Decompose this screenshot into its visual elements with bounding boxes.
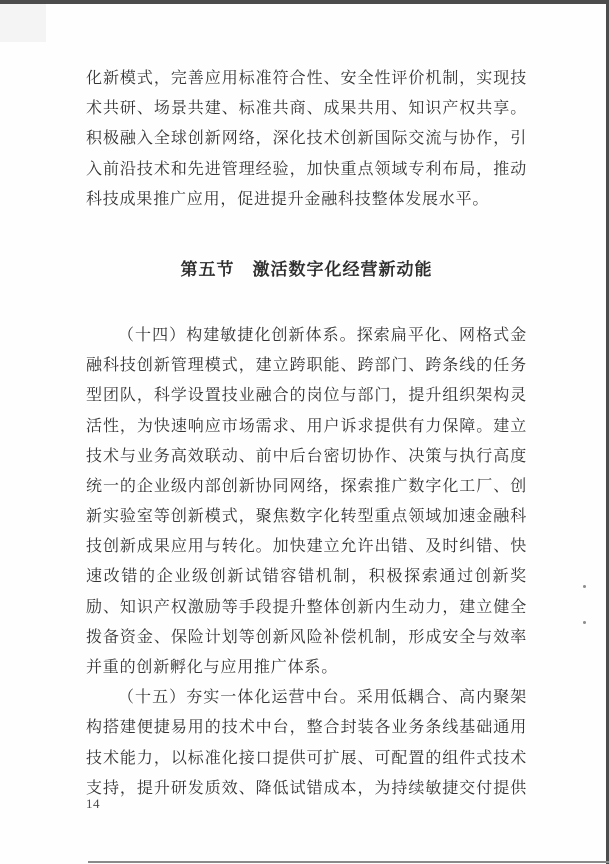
page-content	[86, 64, 527, 804]
paragraph-item-14	[86, 321, 527, 683]
text-line: 化新模式，完善应用标准符合性、安全性评价机制，实现技	[86, 70, 527, 87]
text-line: 技创新成果应用与转化。加快建立允许出错、及时纠错、快	[86, 538, 527, 556]
text-line: 速改错的企业级创新试错容错机制，积极探索通过创新奖	[86, 568, 527, 586]
text-line: 活性，为快速响应市场需求、用户诉求提供有力保障。建立	[86, 417, 527, 435]
text-line: 融科技创新管理模式，建立跨职能、跨部门、跨条线的任务	[86, 357, 527, 375]
text-line: 积极融入全球创新网络，深化技术创新国际交流与协作，引	[86, 130, 527, 148]
text-line: 型团队，科学设置技业融合的岗位与部门，提升组织架构灵	[86, 387, 527, 405]
text-line: 新实验室等创新模式，聚焦数字化转型重点领域加速金融科	[86, 508, 527, 526]
paragraph-continuation	[86, 64, 527, 215]
text-line: 技术能力，以标准化接口提供可扩展、可配置的组件式技术	[86, 749, 527, 767]
text-line: 入前沿技术和先进管理经验，加快重点领域专利布局，推动	[86, 160, 527, 178]
text-line: 励、知识产权激励等手段提升整体创新内生动力，建立健全	[86, 598, 527, 616]
scan-edge-top	[0, 0, 609, 4]
dust-speck	[583, 621, 586, 624]
text-line: 支持，提升研发质效、降低试错成本，为持续敏捷交付提供	[86, 779, 527, 797]
text-line: 构搭建便捷易用的技术中台，整合封装各业务条线基础通用	[86, 719, 527, 737]
text-line: （十四）构建敏捷化创新体系。探索扁平化、网格式金	[118, 326, 527, 344]
text-line: 统一的企业级内部创新协同网络，探索推广数字化工厂、创	[86, 477, 527, 495]
scan-edge-bottom	[88, 861, 609, 863]
text-line: （十五）夯实一体化运营中台。采用低耦合、高内聚架	[118, 689, 527, 707]
text-line: 并重的创新孵化与应用推广体系。	[86, 659, 339, 676]
scan-corner-smudge	[0, 4, 46, 42]
page-number: 14	[86, 796, 100, 811]
section-heading: 第五节 激活数字化经营新动能	[180, 259, 433, 279]
text-line: 技术与业务高效联动、前中后台密切协作、决策与执行高度	[86, 447, 527, 465]
text-line: 术共研、场景共建、标准共商、成果共用、知识产权共享。	[86, 100, 527, 118]
text-line: 科技成果推广应用，促进提升金融科技整体发展水平。	[86, 190, 490, 208]
dust-speck	[583, 585, 586, 588]
paragraph-item-15	[86, 683, 527, 804]
text-line: 拨备资金、保险计划等创新风险补偿机制，形成安全与效率	[86, 628, 527, 646]
